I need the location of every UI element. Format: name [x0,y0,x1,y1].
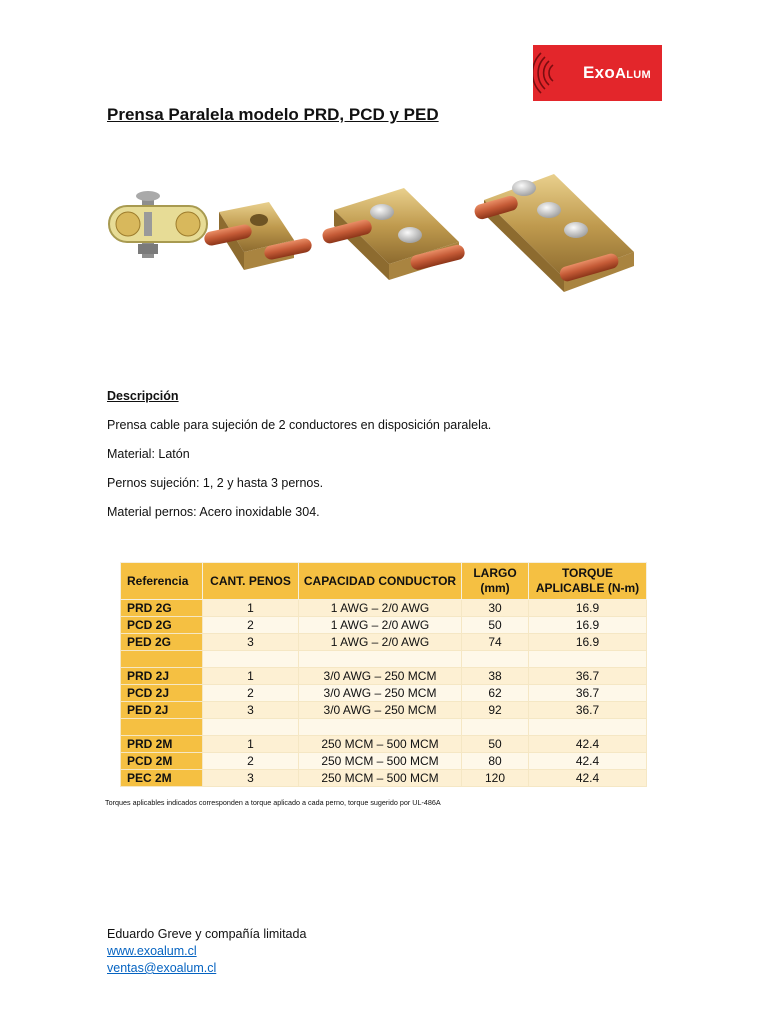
table-cell: 2 [203,753,299,770]
table-row [121,651,647,668]
table-row [121,719,647,736]
table-row [121,685,647,702]
table-cell [529,651,647,668]
table-header-row [121,563,647,600]
table-cell: 16.9 [529,634,647,651]
table-cell: 50 [462,617,529,634]
clamp-2-bolt-image [321,188,466,280]
description-line: Pernos sujeción: 1, 2 y hasta 3 pernos. [107,476,324,490]
clamp-cross-section-image [109,191,207,258]
spec-table [120,562,647,787]
table-cell: 50 [462,736,529,753]
table-cell-reference: PED 2G [121,634,203,651]
page-title: Prensa Paralela modelo PRD, PCD y PED [107,105,439,124]
table-cell: 42.4 [529,753,647,770]
table-row [121,770,647,787]
description-line: Material: Latón [107,447,190,461]
table-cell: 16.9 [529,617,647,634]
table-cell: 250 MCM – 500 MCM [299,753,462,770]
table-cell: 1 AWG – 2/0 AWG [299,600,462,617]
table-cell: 3 [203,634,299,651]
table-cell: 36.7 [529,685,647,702]
table-cell: 36.7 [529,702,647,719]
table-row [121,736,647,753]
table-cell-reference: PCD 2J [121,685,203,702]
table-cell [299,651,462,668]
table-cell: 1 [203,736,299,753]
table-cell: 250 MCM – 500 MCM [299,770,462,787]
exoalum-logo [533,45,662,101]
table-cell-reference [121,651,203,668]
table-cell: 62 [462,685,529,702]
table-cell-reference: PRD 2G [121,600,203,617]
logo-text: ExoAlum [583,63,651,82]
table-cell: 3 [203,702,299,719]
table-cell-reference: PCD 2M [121,753,203,770]
table-row [121,617,647,634]
website-link[interactable]: www.exoalum.cl [107,944,197,958]
table-cell [203,719,299,736]
table-cell: 3/0 AWG – 250 MCM [299,668,462,685]
table-footnote: Torques aplicables indicados corresponden a torque aplicado a cada perno, torque sugerido por UL-486A [105,798,441,807]
table-cell [529,719,647,736]
company-name: Eduardo Greve y compañía limitada [107,927,307,941]
table-cell-reference: PRD 2M [121,736,203,753]
table-cell: 36.7 [529,668,647,685]
col-header: TORQUE APLICABLE (N-m) [529,563,647,600]
table-cell [462,719,529,736]
clamp-3-bolt-image [473,174,634,292]
table-cell: 1 [203,600,299,617]
col-header: CANT. PENOS [203,563,299,600]
table-row [121,634,647,651]
product-images [104,160,644,295]
table-cell-reference: PRD 2J [121,668,203,685]
table-cell: 16.9 [529,600,647,617]
col-header: LARGO (mm) [462,563,529,600]
table-cell: 1 AWG – 2/0 AWG [299,634,462,651]
table-cell-reference [121,719,203,736]
description-line: Prensa cable para sujeción de 2 conductores en disposición paralela. [107,418,492,432]
table-row [121,753,647,770]
table-cell [299,719,462,736]
table-cell: 2 [203,617,299,634]
table-cell: 30 [462,600,529,617]
table-cell [203,651,299,668]
table-row [121,600,647,617]
col-header: Referencia [121,563,203,600]
col-header: CAPACIDAD CONDUCTOR [299,563,462,600]
table-cell-reference: PCD 2G [121,617,203,634]
table-cell: 1 [203,668,299,685]
table-cell: 250 MCM – 500 MCM [299,736,462,753]
table-cell: 42.4 [529,770,647,787]
description-heading: Descripción [107,389,179,403]
description-line: Material pernos: Acero inoxidable 304. [107,505,320,519]
table-row [121,668,647,685]
table-cell [462,651,529,668]
table-cell: 38 [462,668,529,685]
table-cell: 92 [462,702,529,719]
table-cell: 42.4 [529,736,647,753]
table-cell-reference: PED 2J [121,702,203,719]
table-cell: 3/0 AWG – 250 MCM [299,702,462,719]
table-row [121,702,647,719]
clamp-1-bolt-image [203,202,313,270]
email-link[interactable]: ventas@exoalum.cl [107,961,217,975]
table-cell: 3/0 AWG – 250 MCM [299,685,462,702]
table-cell: 120 [462,770,529,787]
table-cell: 2 [203,685,299,702]
table-cell: 1 AWG – 2/0 AWG [299,617,462,634]
table-cell: 80 [462,753,529,770]
table-cell: 74 [462,634,529,651]
table-cell: 3 [203,770,299,787]
table-cell-reference: PEC 2M [121,770,203,787]
